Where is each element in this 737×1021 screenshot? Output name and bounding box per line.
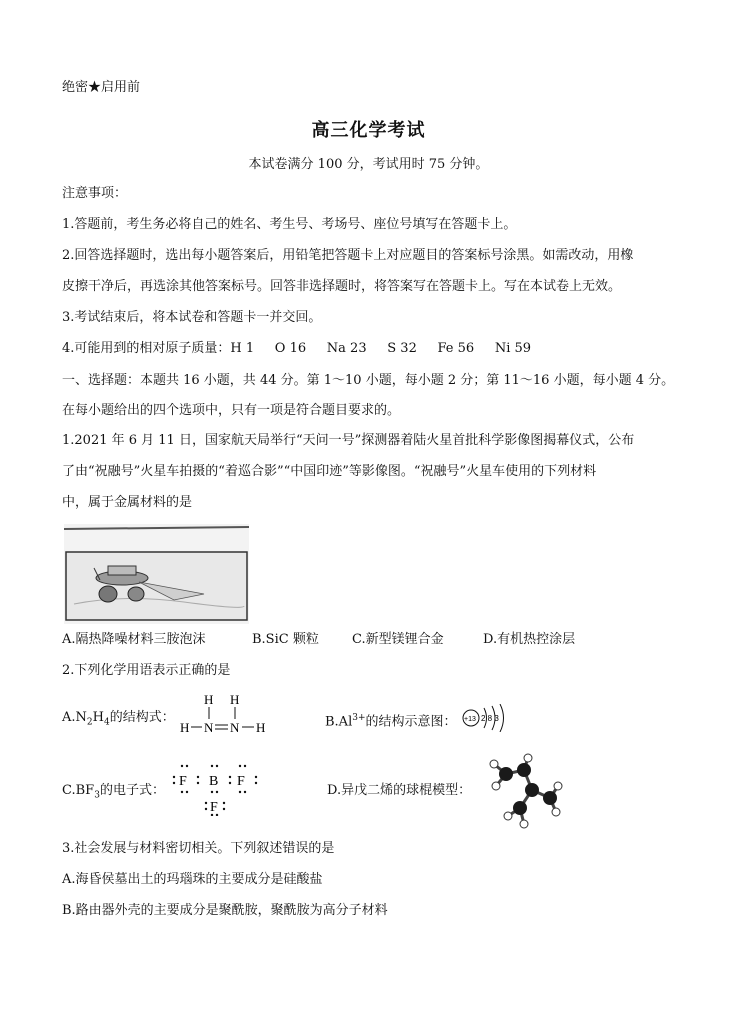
notes-heading: 注意事项：: [62, 186, 128, 201]
h-atom-right: H: [256, 720, 266, 735]
q2-b-suffix: 的结构示意图：: [365, 714, 457, 730]
al-nucleus-label: +13: [464, 716, 476, 723]
q1-stem-line-1: 1.2021 年 6 月 11 日，国家航天局举行“天问一号”探测器着陆火星首批科学影像图揭幕仪式，公布: [62, 433, 635, 448]
f-atom-right: F: [237, 774, 245, 789]
q2-option-b[interactable]: [325, 709, 457, 731]
q2-a-sub1: 2: [86, 717, 93, 728]
confidential-label: 绝密★启用前: [62, 80, 141, 95]
q2-b-prefix: B.Al: [325, 714, 353, 730]
q2-stem: 2.下列化学用语表示正确的是: [62, 663, 231, 678]
h-atom-top-left: H: [204, 692, 214, 707]
note-2-line-2: 皮擦干净后，再选涂其他答案标号。回答非选择题时，将答案写在答题卡上。写在本试卷上无效。: [62, 279, 622, 294]
exam-title: 高三化学考试: [311, 120, 426, 141]
f-atom-bottom: F: [210, 800, 218, 815]
al-ion-diagram: [462, 704, 518, 732]
q3-option-b[interactable]: B.路由器外壳的主要成分是聚酰胺，聚酰胺为高分子材料: [62, 903, 388, 918]
q3-stem: 3.社会发展与材料密切相关。下列叙述错误的是: [62, 841, 335, 856]
h-atom-top-right: H: [230, 692, 240, 707]
q1-option-a[interactable]: A.隔热降噪材料三胺泡沫: [62, 632, 206, 647]
q2-b-sup: 3+: [352, 713, 366, 723]
q1-option-c[interactable]: C.新型镁锂合金: [352, 632, 444, 647]
section1-intro-line-1: 一、选择题：本题共 16 小题，共 44 分。第 1～10 小题，每小题 2 分；第 11～16 小题，每小题 4 分。: [62, 373, 675, 388]
q2-option-a[interactable]: [62, 709, 175, 732]
q2-a-mid: H: [92, 710, 104, 725]
q2-c-sub: 3: [94, 790, 100, 801]
n-atom-left: N: [204, 720, 214, 735]
q2-c-suffix: 的电子式：: [99, 783, 165, 798]
note-1: 1.答题前，考生务必将自己的姓名、考生号、考场号、座位号填写在答题卡上。: [62, 217, 517, 232]
q2-option-d[interactable]: D.异戊二烯的球棍模型：: [327, 783, 472, 798]
q2-c-prefix: C.BF: [62, 783, 95, 798]
note-3: 3.考试结束后，将本试卷和答题卡一并交回。: [62, 310, 322, 325]
b-atom: B: [209, 774, 219, 789]
q2-a-sub2: 4: [103, 717, 110, 728]
h-atom-left: H: [180, 720, 190, 735]
n2h4-structure: [180, 692, 270, 736]
rover-photo: [64, 524, 249, 624]
section1-intro-line-2: 在每小题给出的四个选项中，只有一项是符合题目要求的。: [62, 403, 401, 418]
note-4: 4.可能用到的相对原子质量：H 1 O 16 Na 23 S 32 Fe 56 Ni 59: [62, 341, 532, 356]
q1-option-b[interactable]: B.SiC 颗粒: [252, 632, 319, 647]
note-2-line-1: 2.回答选择题时，选出每小题答案后，用铅笔把答题卡上对应题目的答案标号涂黑。如需改动，用橡: [62, 248, 634, 263]
q1-stem-line-2: 了由“祝融号”火星车拍摄的“着巡合影”“中国印迹”等影像图。“祝融号”火星车使用的下列材料: [62, 464, 597, 479]
exam-subtitle: 本试卷满分 100 分，考试用时 75 分钟。: [248, 157, 489, 172]
f-atom-left: F: [179, 774, 187, 789]
q3-option-a[interactable]: A.海昏侯墓出土的玛瑙珠的主要成分是硅酸盐: [62, 872, 323, 887]
isoprene-ball-stick-model: [484, 752, 564, 832]
q2-a-prefix: A.N: [62, 710, 87, 725]
q2-a-suffix: 的结构式：: [109, 710, 175, 725]
q1-stem-line-3: 中，属于金属材料的是: [62, 495, 193, 510]
n-atom-right: N: [230, 720, 240, 735]
q2-option-c[interactable]: [62, 782, 165, 805]
q1-option-d[interactable]: D.有机热控涂层: [483, 632, 576, 647]
al-shell-electrons: 2 8 3: [481, 714, 499, 723]
bf3-electron-formula: [170, 762, 262, 816]
